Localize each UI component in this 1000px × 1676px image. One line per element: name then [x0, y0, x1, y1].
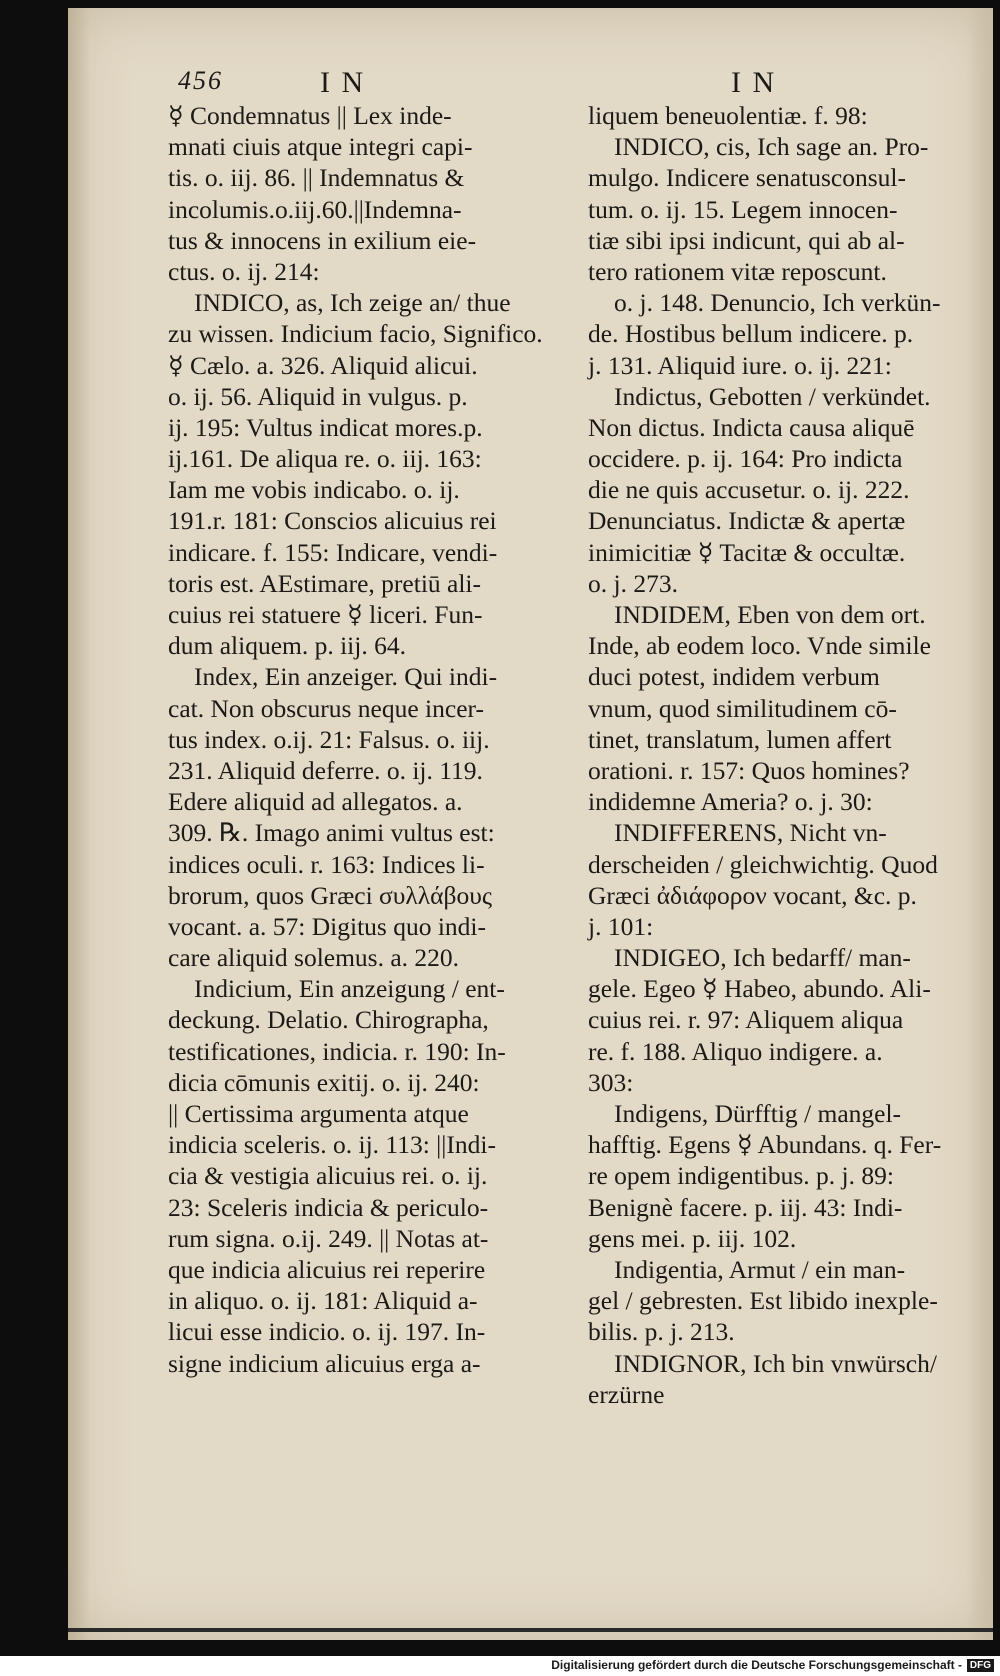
page-shadow-left	[68, 8, 90, 1640]
text-line: toris est. AEstimare, pretiū ali-	[168, 568, 482, 598]
text-line: INDICO, as, Ich zeige an/ thue	[194, 288, 511, 318]
text-line: 23: Sceleris indicia & periculo-	[168, 1192, 489, 1222]
text-line: orationi. r. 157: Quos homines?	[588, 755, 910, 785]
text-line: de. Hostibus bellum indicere. p.	[588, 319, 914, 349]
text-line: Non dictus. Indicta causa aliquē	[588, 412, 915, 442]
text-line: tus index. o.ij. 21: Falsus. o. iij.	[168, 724, 490, 754]
text-line: 309. ℞. Imago animi vultus est:	[168, 818, 495, 848]
text-line: derscheiden / gleichwichtig. Quod	[588, 849, 938, 879]
text-line: || Certissima argumenta atque	[168, 1099, 469, 1128]
text-line: cia & vestigia alicuius rei. o. ij.	[168, 1161, 488, 1191]
text-line: j. 131. Aliquid iure. o. ij. 221:	[588, 350, 892, 380]
text-line: tinet, translatum, lumen affert	[588, 724, 892, 754]
text-line: deckung. Delatio. Chirographa,	[168, 1005, 489, 1035]
text-line: INDIGEO, Ich bedarff/ man-	[614, 943, 911, 973]
text-line: o. ij. 56. Aliquid in vulgus. p.	[168, 381, 468, 411]
text-line: indidemne Ameria? o. j. 30:	[588, 787, 873, 817]
text-line: vocant. a. 57: Digitus quo indi-	[168, 911, 487, 941]
text-line: occidere. p. ij. 164: Pro indicta	[588, 444, 903, 474]
page-number: 456	[178, 66, 223, 95]
text-line: 303:	[588, 1067, 634, 1097]
text-line: liquem beneuolentiæ. f. 98:	[588, 101, 868, 130]
text-line: Edere aliquid ad allegatos. a.	[168, 787, 463, 817]
text-line: testificationes, indicia. r. 190: In-	[168, 1036, 506, 1066]
text-line: rum signa. o.ij. 249. || Notas at-	[168, 1223, 489, 1253]
text-line: re. f. 188. Aliquo indigere. a.	[588, 1036, 883, 1066]
text-line: zu wissen. Indicium facio, Significo.	[168, 319, 543, 349]
text-line: INDIDEM, Eben von dem ort.	[614, 600, 926, 629]
text-line: Index, Ein anzeiger. Qui indi-	[194, 662, 498, 692]
text-line: mulgo. Indicere senatusconsul-	[588, 163, 906, 193]
dfg-logo: DFG	[967, 1659, 994, 1672]
text-line: erzürne	[588, 1379, 665, 1409]
text-line: Græci ἀδιάφορον vocant, &c. p.	[588, 880, 917, 910]
text-line: 231. Aliquid deferre. o. ij. 119.	[168, 755, 483, 785]
text-line: bilis. p. j. 213.	[588, 1317, 735, 1347]
text-line: ij.161. De aliqua re. o. iij. 163:	[168, 444, 482, 474]
text-line: tis. o. iij. 86. || Indemnatus &	[168, 163, 465, 193]
text-line: Benignè facere. p. iij. 43: Indi-	[588, 1192, 903, 1222]
text-line: que indicia alicuius rei reperire	[168, 1254, 486, 1284]
text-line: incolumis.o.iij.60.||Indemna-	[168, 194, 462, 224]
text-line: indicia sceleris. o. ij. 113: ||Indi-	[168, 1130, 496, 1160]
text-line: indicare. f. 155: Indicare, vendi-	[168, 537, 498, 567]
text-line: in aliquo. o. ij. 181: Aliquid a-	[168, 1286, 478, 1316]
text-line: j. 101:	[588, 911, 654, 941]
text-line: inimicitiæ ☿ Tacitæ & occultæ.	[588, 537, 906, 567]
text-line: vnum, quod similitudinem cō-	[588, 693, 897, 723]
text-line: cuius rei statuere ☿ liceri. Fun-	[168, 600, 483, 629]
text-line: dum aliquem. p. iij. 64.	[168, 631, 406, 661]
text-line: Indictus, Gebotten / verkündet.	[614, 381, 931, 411]
text-line: Indigens, Dürfftig / mangel-	[614, 1099, 902, 1128]
text-line: ctus. o. ij. 214:	[168, 256, 320, 286]
text-line: die ne quis accusetur. o. ij. 222.	[588, 475, 910, 505]
text-line: ☿ Cælo. a. 326. Aliquid alicui.	[168, 350, 478, 380]
text-line: Inde, ab eodem loco. Vnde simile	[588, 631, 931, 661]
text-line: signe indicium alicuius erga a-	[168, 1348, 481, 1378]
right-column-head: I N	[731, 66, 777, 99]
text-line: gel / gebresten. Est libido inexple-	[588, 1286, 938, 1316]
page-bottom-edge	[68, 1628, 993, 1632]
funding-credit: Digitalisierung gefördert durch die Deutsche Forschungsgemeinschaft -	[551, 1658, 962, 1672]
text-line: gele. Egeo ☿ Habeo, abundo. Ali-	[588, 974, 931, 1004]
text-line: cat. Non obscurus neque incer-	[168, 693, 484, 723]
text-line: cuius rei. r. 97: Aliquem aliqua	[588, 1005, 904, 1035]
text-line: tus & innocens in exilium eie-	[168, 225, 477, 255]
text-line: indices oculi. r. 163: Indices li-	[168, 849, 485, 879]
text-line: tero rationem vitæ reposcunt.	[588, 256, 887, 286]
text-line: dicia cōmunis exitij. o. ij. 240:	[168, 1067, 480, 1097]
text-line: ij. 195: Vultus indicat mores.p.	[168, 412, 483, 442]
text-line: Indicium, Ein anzeigung / ent-	[194, 974, 505, 1004]
text-line: hafftig. Egens ☿ Abundans. q. Fer-	[588, 1130, 942, 1160]
text-line: duci potest, indidem verbum	[588, 662, 880, 692]
text-line: INDIFFERENS, Nicht vn-	[614, 818, 887, 848]
text-line: Denunciatus. Indictæ & apertæ	[588, 506, 906, 536]
text-line: tum. o. ij. 15. Legem innocen-	[588, 194, 898, 224]
right-text-column	[588, 100, 1000, 1410]
text-line: re opem indigentibus. p. j. 89:	[588, 1161, 894, 1191]
text-line: care aliquid solemus. a. 220.	[168, 943, 460, 973]
text-line: Iam me vobis indicabo. o. ij.	[168, 475, 460, 505]
text-line: tiæ sibi ipsi indicunt, qui ab al-	[588, 225, 905, 255]
text-line: licui esse indicio. o. ij. 197. In-	[168, 1317, 486, 1347]
text-line: INDICO, cis, Ich sage an. Pro-	[614, 132, 929, 162]
text-line: 191.r. 181: Conscios alicuius rei	[168, 506, 497, 536]
text-line: mnati ciuis atque integri capi-	[168, 132, 473, 162]
text-line: o. j. 273.	[588, 568, 678, 598]
text-line: brorum, quos Græci συλλάβους	[168, 880, 492, 910]
text-line: ☿ Condemnatus || Lex inde-	[168, 101, 452, 130]
text-line: o. j. 148. Denuncio, Ich verkün-	[614, 288, 941, 318]
left-text-column	[168, 100, 610, 1379]
text-line: Indigentia, Armut / ein man-	[614, 1254, 906, 1284]
footer-bar	[0, 1656, 1000, 1676]
text-line: INDIGNOR, Ich bin vnwürsch/	[614, 1348, 937, 1378]
book-page	[68, 8, 993, 1640]
left-column-head: I N	[320, 66, 366, 99]
text-line: gens mei. p. iij. 102.	[588, 1223, 797, 1253]
